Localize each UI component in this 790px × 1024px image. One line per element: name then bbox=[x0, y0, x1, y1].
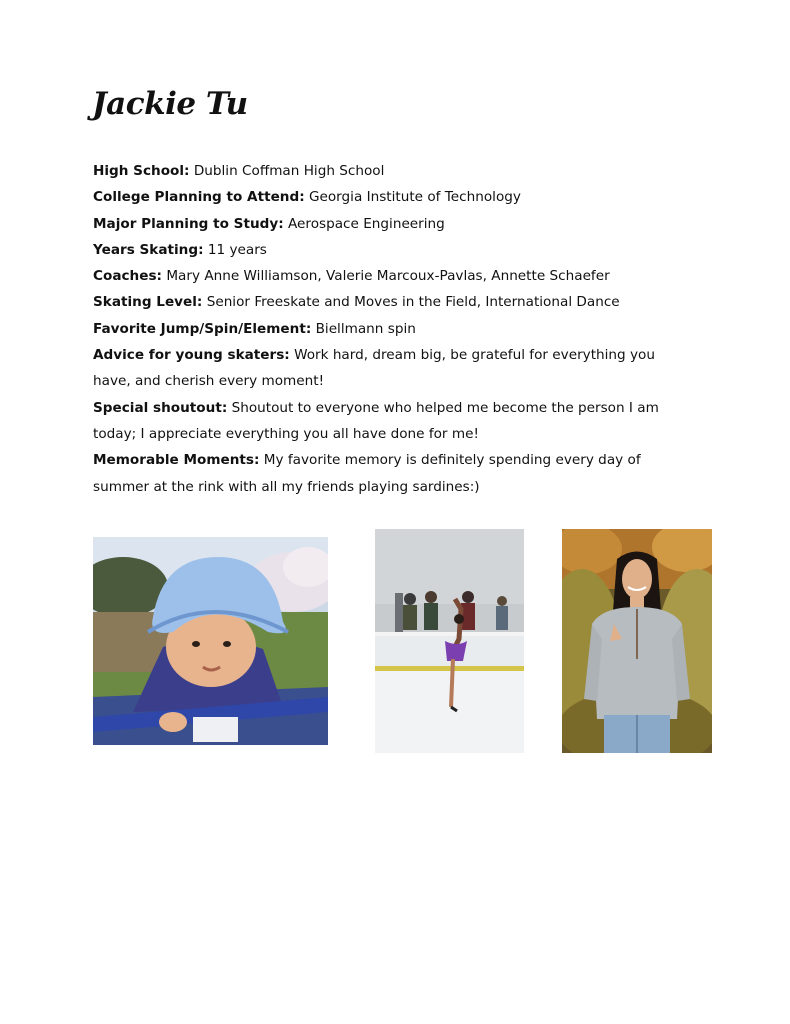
field-coaches bbox=[93, 263, 693, 289]
field-favorite-element bbox=[93, 316, 693, 342]
field-shoutout bbox=[93, 395, 693, 448]
field-value: My favorite memory is definitely spending every day of summer at the rink with all my friends playing sardines:) bbox=[93, 452, 641, 495]
field-label: Years Skating: bbox=[93, 241, 204, 258]
baby-photo bbox=[93, 537, 328, 745]
profile-fields bbox=[93, 158, 693, 500]
field-college bbox=[93, 184, 693, 210]
field-label: High School: bbox=[93, 163, 190, 179]
skater-photo bbox=[375, 529, 524, 753]
field-label: Skating Level: bbox=[93, 294, 203, 311]
field-label: Advice for young skaters: bbox=[93, 347, 290, 364]
field-value: 11 years bbox=[207, 241, 267, 258]
field-major bbox=[93, 211, 693, 237]
field-memorable-moments bbox=[93, 447, 693, 500]
field-advice bbox=[93, 342, 693, 395]
field-value: Dublin Coffman High School bbox=[193, 163, 385, 179]
skater-photo-image bbox=[375, 529, 524, 753]
baby-photo-image bbox=[93, 537, 328, 745]
field-high-school bbox=[93, 158, 693, 184]
field-value: Shoutout to everyone who helped me become the person I am today; I appreciate everything you all have done for me! bbox=[93, 399, 659, 442]
field-value: Mary Anne Williamson, Valerie Marcoux-Pavlas, Annette Schaefer bbox=[166, 268, 610, 285]
field-label: Special shoutout: bbox=[93, 399, 228, 416]
field-value: Georgia Institute of Technology bbox=[308, 189, 521, 206]
field-value: Biellmann spin bbox=[315, 320, 416, 337]
field-value: Work hard, dream big, be grateful for everything you have, and cherish every moment! bbox=[93, 347, 655, 390]
field-years-skating bbox=[93, 237, 693, 263]
field-value: Senior Freeskate and Moves in the Field, International Dance bbox=[206, 294, 620, 311]
field-label: Major Planning to Study: bbox=[93, 215, 284, 232]
field-skating-level bbox=[93, 289, 693, 315]
portrait-photo bbox=[562, 529, 712, 753]
field-label: Memorable Moments: bbox=[93, 452, 260, 469]
portrait-photo-image bbox=[562, 529, 712, 753]
field-value: Aerospace Engineering bbox=[287, 215, 445, 232]
field-label: Coaches: bbox=[93, 268, 162, 285]
page-title: Jackie Tu bbox=[92, 86, 248, 122]
field-label: Favorite Jump/Spin/Element: bbox=[93, 320, 312, 337]
field-label: College Planning to Attend: bbox=[93, 189, 305, 206]
